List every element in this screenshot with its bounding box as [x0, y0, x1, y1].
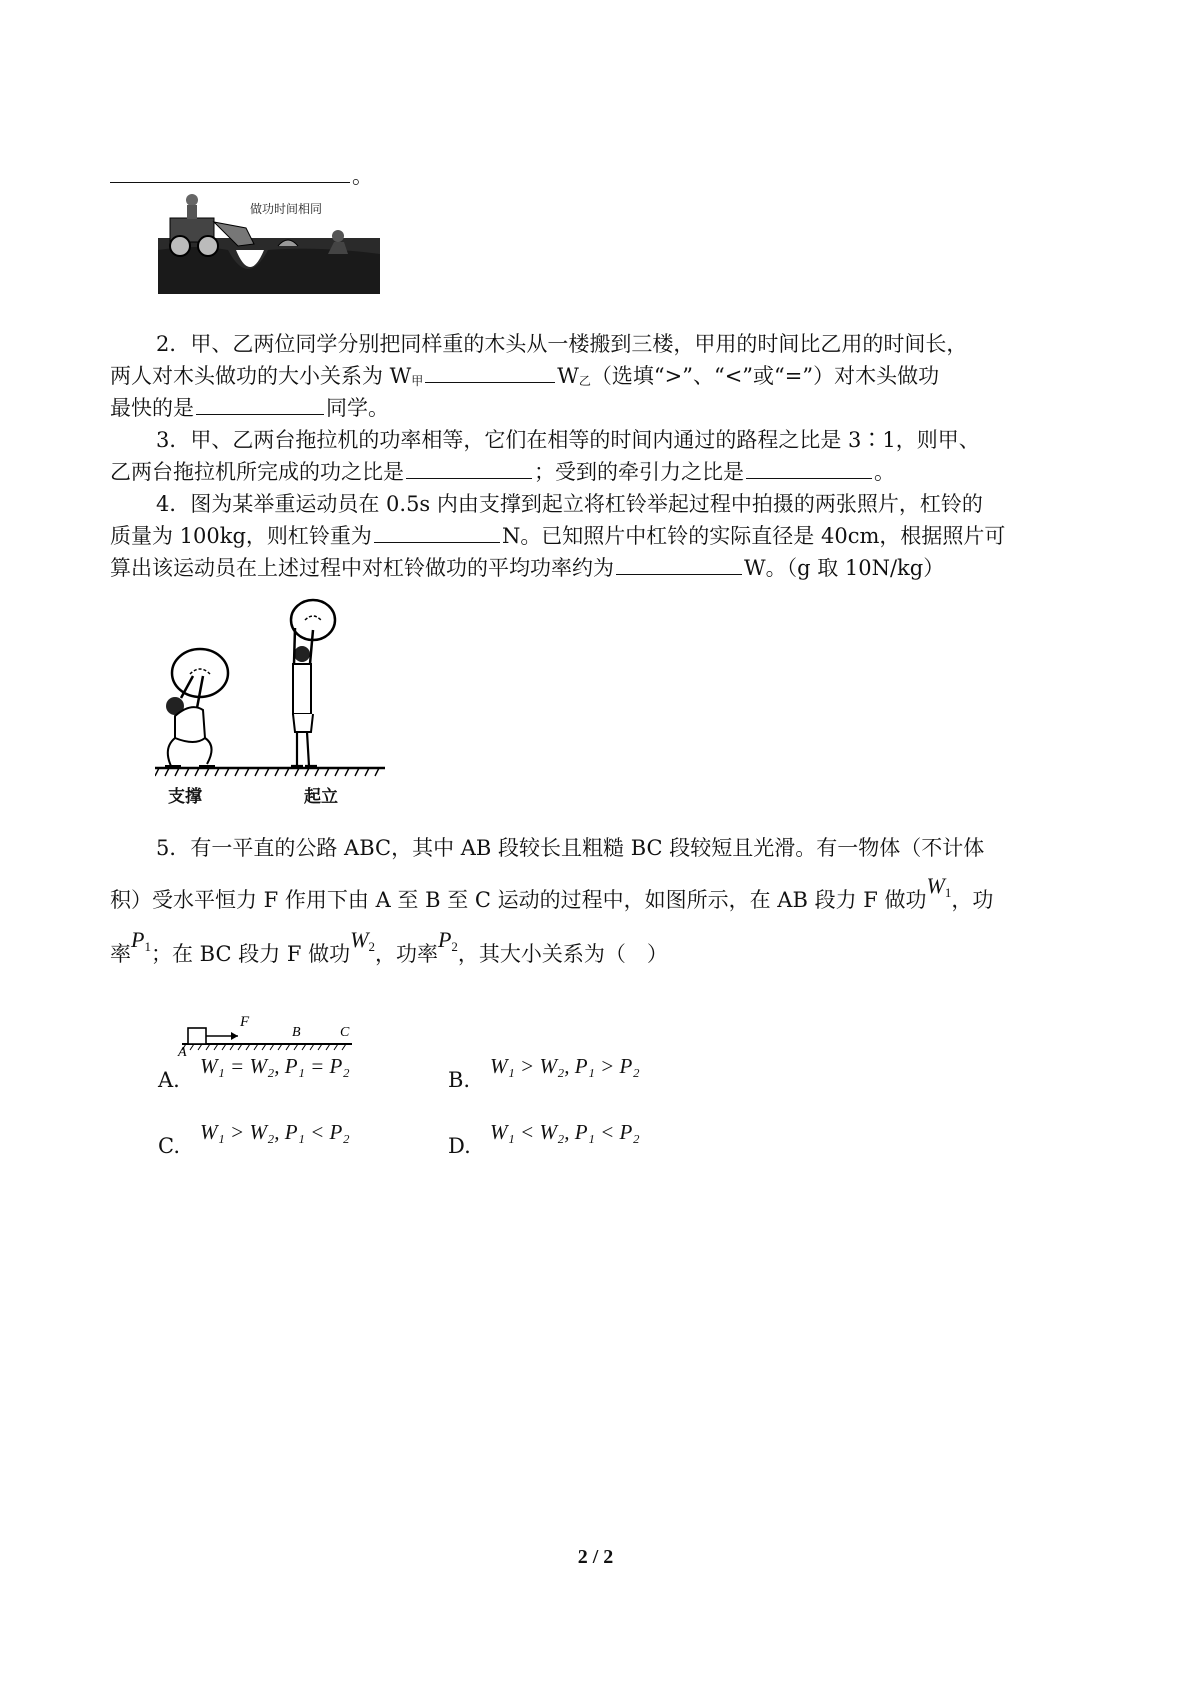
q2-line-2: 两人对木头做功的大小关系为 W甲 W乙（选填“>”、“<”或“=”）对木头做功 [110, 360, 1090, 397]
q1-answer-line: 。 [110, 160, 1090, 192]
q2-blank-2 [196, 392, 324, 415]
q5-line-2: 积）受水平恒力 F 作用下由 A 至 B 至 C 运动的过程中，如图所示，在 AB 段力 F 做功W1，功 [110, 873, 994, 912]
q5-line-3: 率P1；在 BC 段力 F 做功W2，功率P2，其大小关系为（ ） [110, 927, 668, 966]
q3-blank-1 [406, 456, 532, 479]
q5-w2-symbol: W2 [350, 927, 375, 954]
q5-p1-symbol: P1 [131, 927, 151, 954]
q4-label-stand: 起立 [304, 787, 338, 807]
q5-block [188, 1028, 206, 1044]
q2-line-1: 2．甲、乙两位同学分别把同样重的木头从一楼搬到三楼，甲用的时间比乙用的时间长， [156, 332, 968, 356]
q4-line-3: 算出该运动员在上述过程中对杠铃做功的平均功率约为 W。（g 取 10N/kg） [110, 552, 1090, 584]
option-c-expression: W₁ > W₂, P₁ < P₂ [200, 1120, 350, 1144]
option-d-letter: D. [448, 1134, 471, 1158]
q1-figure-caption: 做功时间相同 [250, 202, 323, 216]
q4-blank-1 [374, 520, 500, 543]
q4-label-squat: 支撑 [168, 787, 202, 807]
q3-line-2: 乙两台拖拉机所完成的功之比是 ；受到的牵引力之比是 。 [110, 456, 1090, 488]
q5-road-figure [168, 1006, 368, 1056]
q5-label-f: F [240, 1014, 250, 1030]
q5-p2-symbol: P2 [437, 927, 458, 954]
q3-blank-2 [746, 456, 872, 479]
option-a-expression: W₁ = W₂, P₁ = P₂ [200, 1054, 350, 1078]
q2-line-3: 最快的是 同学。 [110, 392, 1090, 424]
q5-label-b: B [292, 1025, 301, 1040]
q5-label-a: A [178, 1045, 187, 1056]
option-c-letter: C. [158, 1134, 180, 1158]
q4-line-1: 4．图为某举重运动员在 0.5s 内由支撑到起立将杠铃举起过程中拍摄的两张照片，杠铃的 [156, 492, 983, 516]
q4-blank-2 [616, 552, 742, 575]
page-number: 2 / 2 [577, 1546, 614, 1568]
q3-line-1: 3．甲、乙两台拖拉机的功率相等，它们在相等的时间内通过的路程之比是 3∶1，则甲、 [156, 428, 980, 452]
q4-weightlifter-figure [155, 598, 385, 780]
q4-line-2: 质量为 100kg，则杠铃重为 N。已知照片中杠铃的实际直径是 40cm，根据照片可 [110, 520, 1090, 552]
option-b-letter: B. [448, 1068, 471, 1092]
option-a-letter: A. [158, 1068, 180, 1092]
q5-label-c: C [340, 1025, 350, 1040]
option-b-expression: W₁ > W₂, P₁ > P₂ [490, 1054, 640, 1078]
q1-blank [110, 160, 350, 183]
q5-w1-symbol: W1 [926, 873, 952, 900]
option-d-expression: W₁ < W₂, P₁ < P₂ [490, 1120, 640, 1144]
q2-blank-1 [425, 360, 555, 383]
q5-line-1: 5．有一平直的公路 ABC，其中 AB 段较长且粗糙 BC 段较短且光滑。有一物体（不计体 [156, 836, 985, 860]
